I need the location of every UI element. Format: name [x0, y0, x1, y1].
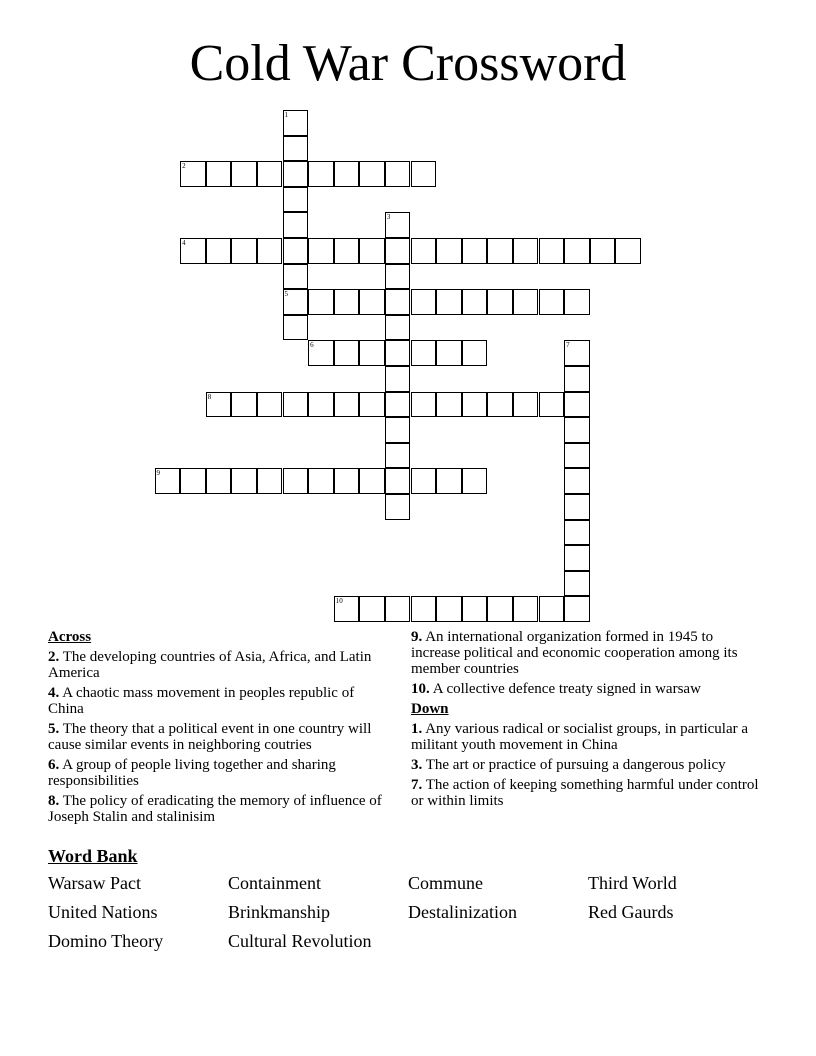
grid-cell[interactable]: [487, 596, 513, 622]
grid-cell[interactable]: [411, 392, 437, 418]
word-bank-item: Third World: [588, 873, 677, 893]
word-bank-item: Brinkmanship: [228, 902, 330, 922]
clue-across-8: [48, 793, 388, 825]
grid-cell[interactable]: [385, 366, 411, 392]
grid-cell[interactable]: [283, 289, 309, 315]
grid-cell[interactable]: [334, 238, 360, 264]
grid-cell[interactable]: [539, 238, 565, 264]
grid-cell[interactable]: [359, 468, 385, 494]
grid-cell[interactable]: [385, 289, 411, 315]
grid-cell[interactable]: [564, 417, 590, 443]
grid-cell[interactable]: [308, 238, 334, 264]
cell-number: 3: [386, 213, 391, 222]
grid-cell[interactable]: [564, 494, 590, 520]
grid-cell[interactable]: [539, 596, 565, 622]
grid-cell[interactable]: [564, 520, 590, 546]
grid-cell[interactable]: [334, 289, 360, 315]
grid-cell[interactable]: [359, 392, 385, 418]
grid-cell[interactable]: [385, 417, 411, 443]
grid-cell[interactable]: [385, 161, 411, 187]
grid-cell[interactable]: [334, 468, 360, 494]
clue-text: The developing countries of Asia, Africa, and Latin America: [48, 649, 372, 681]
grid-cell[interactable]: [257, 468, 283, 494]
grid-cell[interactable]: [462, 596, 488, 622]
grid-cell[interactable]: [231, 161, 257, 187]
clue-number: 8.: [48, 793, 60, 809]
grid-cell[interactable]: [564, 443, 590, 469]
clue-text: A group of people living together and sharing responsibilities: [48, 757, 336, 789]
grid-cell[interactable]: [411, 340, 437, 366]
grid-cell[interactable]: [385, 264, 411, 290]
grid-cell[interactable]: [539, 392, 565, 418]
grid-cell[interactable]: [308, 161, 334, 187]
page-title: Cold War Crossword: [189, 35, 627, 92]
grid-cell[interactable]: [283, 136, 309, 162]
grid-cell[interactable]: [462, 340, 488, 366]
grid-cell[interactable]: [308, 392, 334, 418]
grid-cell[interactable]: [308, 468, 334, 494]
grid-cell[interactable]: [257, 161, 283, 187]
grid-cell[interactable]: [564, 571, 590, 597]
grid-cell[interactable]: [231, 238, 257, 264]
word-bank-item: United Nations: [48, 902, 158, 922]
grid-cell[interactable]: [564, 238, 590, 264]
grid-cell[interactable]: [257, 238, 283, 264]
word-bank-heading: Word Bank: [48, 846, 138, 866]
grid-cell[interactable]: [334, 596, 360, 622]
grid-cell[interactable]: [206, 468, 232, 494]
clue-across-2: [48, 649, 388, 681]
grid-cell[interactable]: [539, 289, 565, 315]
grid-cell[interactable]: [359, 596, 385, 622]
grid-cell[interactable]: [206, 392, 232, 418]
grid-cell[interactable]: [385, 238, 411, 264]
word-bank-item: Domino Theory: [48, 931, 164, 951]
grid-cell[interactable]: [436, 340, 462, 366]
grid-cell[interactable]: [359, 289, 385, 315]
clue-number: 4.: [48, 685, 60, 701]
word-bank-item: Commune: [408, 873, 483, 893]
grid-cell[interactable]: [283, 187, 309, 213]
cell-number: 7: [566, 341, 570, 350]
clue-across-9: [411, 629, 761, 677]
cell-number: 8: [207, 392, 212, 401]
grid-cell[interactable]: [334, 161, 360, 187]
grid-cell[interactable]: [283, 110, 309, 136]
grid-cell[interactable]: [385, 468, 411, 494]
grid-cell[interactable]: [564, 392, 590, 418]
clue-across-4: [48, 685, 388, 717]
word-bank-item: Red Gaurds: [588, 902, 674, 922]
grid-cell[interactable]: [334, 392, 360, 418]
grid-cell[interactable]: [155, 468, 181, 494]
word-bank-item: Warsaw Pact: [48, 873, 142, 893]
clue-text: Any various radical or socialist groups, in particular a militant youth movement in China: [411, 721, 749, 753]
clue-across-10: [411, 681, 761, 697]
clues-right-column: [411, 629, 761, 813]
grid-cell[interactable]: [385, 315, 411, 341]
grid-cell[interactable]: [283, 238, 309, 264]
grid-cell[interactable]: [180, 468, 206, 494]
clue-across-6: [48, 757, 388, 789]
grid-cell[interactable]: [462, 392, 488, 418]
grid-cell[interactable]: [308, 289, 334, 315]
grid-cell[interactable]: [436, 289, 462, 315]
clue-number: 10.: [411, 681, 430, 697]
word-bank-item: Cultural Revolution: [228, 931, 372, 951]
clue-number: 5.: [48, 721, 60, 737]
grid-cell[interactable]: [411, 596, 437, 622]
grid-cell[interactable]: [462, 289, 488, 315]
grid-cell[interactable]: [231, 468, 257, 494]
cell-number: 1: [284, 111, 288, 119]
grid-cell[interactable]: [334, 340, 360, 366]
grid-cell[interactable]: [385, 596, 411, 622]
clue-number: 2.: [48, 649, 60, 665]
word-bank: [48, 872, 768, 952]
cell-number: 5: [284, 290, 288, 299]
grid-cell[interactable]: [385, 494, 411, 520]
grid-cell[interactable]: [231, 392, 257, 418]
grid-cell[interactable]: [564, 596, 590, 622]
grid-cell[interactable]: [283, 392, 309, 418]
grid-cell[interactable]: [564, 468, 590, 494]
grid-cell[interactable]: [436, 238, 462, 264]
grid-cell[interactable]: [411, 468, 437, 494]
grid-cell[interactable]: [462, 468, 488, 494]
clue-down-3: [411, 757, 761, 773]
grid-cell[interactable]: [436, 392, 462, 418]
clue-down-7: [411, 777, 761, 809]
clue-number: 7.: [411, 777, 423, 793]
grid-cell[interactable]: [513, 392, 539, 418]
grid-cell[interactable]: [359, 238, 385, 264]
across-heading: Across: [48, 629, 92, 645]
grid-cell[interactable]: [513, 238, 539, 264]
grid-cell[interactable]: [564, 545, 590, 571]
clue-across-5: [48, 721, 388, 753]
clue-text: An international organization formed in 1945 to increase political and economic cooperation among its member countries: [411, 629, 738, 677]
grid-cell[interactable]: [513, 289, 539, 315]
clue-text: The art or practice of pursuing a dangerous policy: [425, 757, 726, 773]
grid-cell[interactable]: [436, 468, 462, 494]
grid-cell[interactable]: [513, 596, 539, 622]
grid-cell[interactable]: [487, 289, 513, 315]
clues-left-column: [48, 629, 388, 829]
grid-cell[interactable]: [283, 315, 309, 341]
clue-text: The policy of eradicating the memory of influence of Joseph Stalin and stalinisim: [48, 793, 382, 825]
grid-cell[interactable]: [411, 238, 437, 264]
grid-cell[interactable]: [180, 238, 206, 264]
grid-cell[interactable]: [206, 238, 232, 264]
cell-number: 6: [310, 341, 314, 350]
grid-cell[interactable]: [308, 340, 334, 366]
word-bank-item: Destalinization: [408, 902, 517, 922]
clue-text: The theory that a political event in one country will cause similar events in neighboring coutries: [48, 721, 372, 753]
grid-cell[interactable]: [385, 443, 411, 469]
grid-cell[interactable]: [436, 596, 462, 622]
word-bank-item: Containment: [228, 873, 321, 893]
clue-number: 9.: [411, 629, 423, 645]
clue-number: 3.: [411, 757, 423, 773]
cell-number: 9: [156, 469, 160, 478]
grid-cell[interactable]: [385, 392, 411, 418]
grid-cell[interactable]: [180, 161, 206, 187]
grid-cell[interactable]: [359, 161, 385, 187]
grid-cell[interactable]: [487, 238, 513, 264]
grid-cell[interactable]: [385, 340, 411, 366]
cell-number: 4: [182, 239, 186, 247]
grid-cell[interactable]: [283, 468, 309, 494]
grid-cell[interactable]: [411, 289, 437, 315]
grid-cell[interactable]: [564, 289, 590, 315]
grid-cell[interactable]: [462, 238, 488, 264]
grid-cell[interactable]: [283, 212, 309, 238]
grid-cell[interactable]: [564, 366, 590, 392]
grid-cell[interactable]: [590, 238, 616, 264]
cell-number: 2: [182, 162, 186, 171]
grid-cell[interactable]: [385, 212, 411, 238]
grid-cell[interactable]: [283, 264, 309, 290]
clue-number: 6.: [48, 757, 60, 773]
cell-number: 10: [335, 597, 343, 606]
clue-number: 1.: [411, 721, 423, 737]
grid-cell[interactable]: [564, 340, 590, 366]
down-heading: Down: [411, 701, 449, 717]
clue-text: The action of keeping something harmful under control or within limits: [411, 777, 759, 809]
clue-text: A chaotic mass movement in peoples republic of China: [48, 685, 355, 717]
clue-down-1: [411, 721, 761, 753]
clue-text: A collective defence treaty signed in warsaw: [432, 681, 701, 697]
grid-cell[interactable]: [359, 340, 385, 366]
grid-cell[interactable]: [206, 161, 232, 187]
grid-cell[interactable]: [257, 392, 283, 418]
grid-cell[interactable]: [283, 161, 309, 187]
grid-cell[interactable]: [615, 238, 641, 264]
grid-cell[interactable]: [411, 161, 437, 187]
grid-cell[interactable]: [487, 392, 513, 418]
